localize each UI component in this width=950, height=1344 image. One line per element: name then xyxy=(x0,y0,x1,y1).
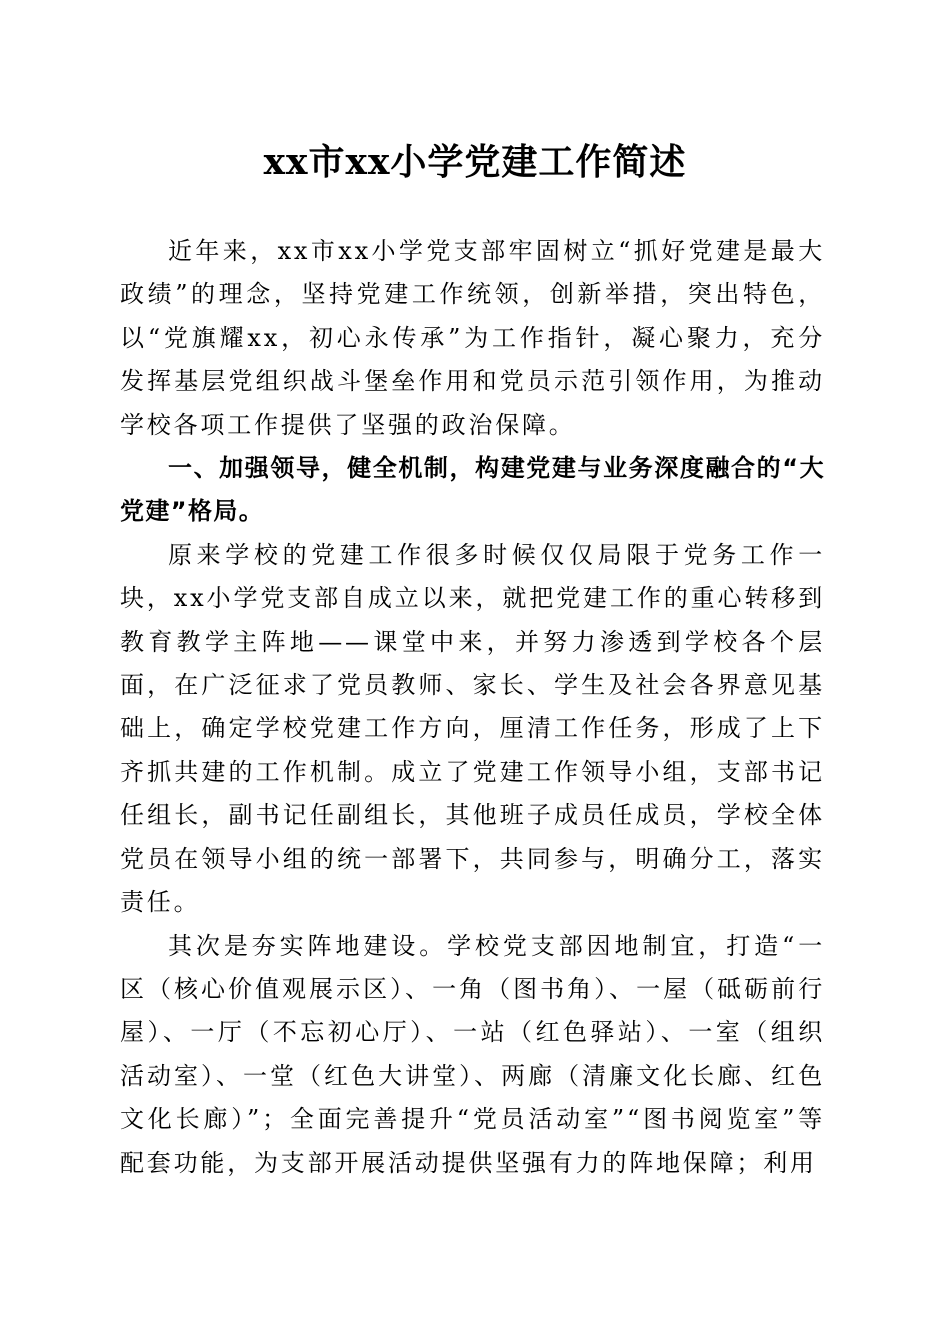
document-title: xx市xx小学党建工作简述 xyxy=(263,141,687,183)
body-paragraph-1: 原来学校的党建工作很多时候仅仅局限于党务工作一块，xx小学党支部自成立以来，就把党建工作的重心转移到教育教学主阵地——课堂中来，并努力渗透到学校各个层面，在广泛征求了党员教师、家长、学生及社会各界意见基础上，确定学校党建工作方向，厘清工作任务，形成了上下齐抓共建的工作机制。成立了党建工作领导小组，支部书记任组长，副书记任副组长，其他班子成员任成员，学校全体党员在领导小组的统一部署下，共同参与，明确分工，落实责任。 xyxy=(120,540,825,917)
intro-paragraph: 近年来，xx市xx小学党支部牢固树立“抓好党建是最大政绩”的理念，坚持党建工作统领，创新举措，突出特色，以“党旗耀xx，初心永传承”为工作指针，凝心聚力，充分发挥基层党组织战斗堡垒作用和党员示范引领作用，为推动学校各项工作提供了坚强的政治保障。 xyxy=(120,237,825,439)
body-paragraph-2: 其次是夯实阵地建设。学校党支部因地制宜，打造“一区（核心价值观展示区）、一角（图书角）、一屋（砥砺前行屋）、一厅（不忘初心厅）、一站（红色驿站）、一室（组织活动室）、一堂（红色大讲堂）、两廊（清廉文化长廊、红色文化长廊）”；全面完善提升“党员活动室”“图书阅览室”等配套功能，为支部开展活动提供坚强有力的阵地保障；利用 xyxy=(120,931,825,1177)
section-heading-1: 一、加强领导，健全机制，构建党建与业务深度融合的“大党建”格局。 xyxy=(120,454,825,526)
document-body xyxy=(120,230,825,1185)
